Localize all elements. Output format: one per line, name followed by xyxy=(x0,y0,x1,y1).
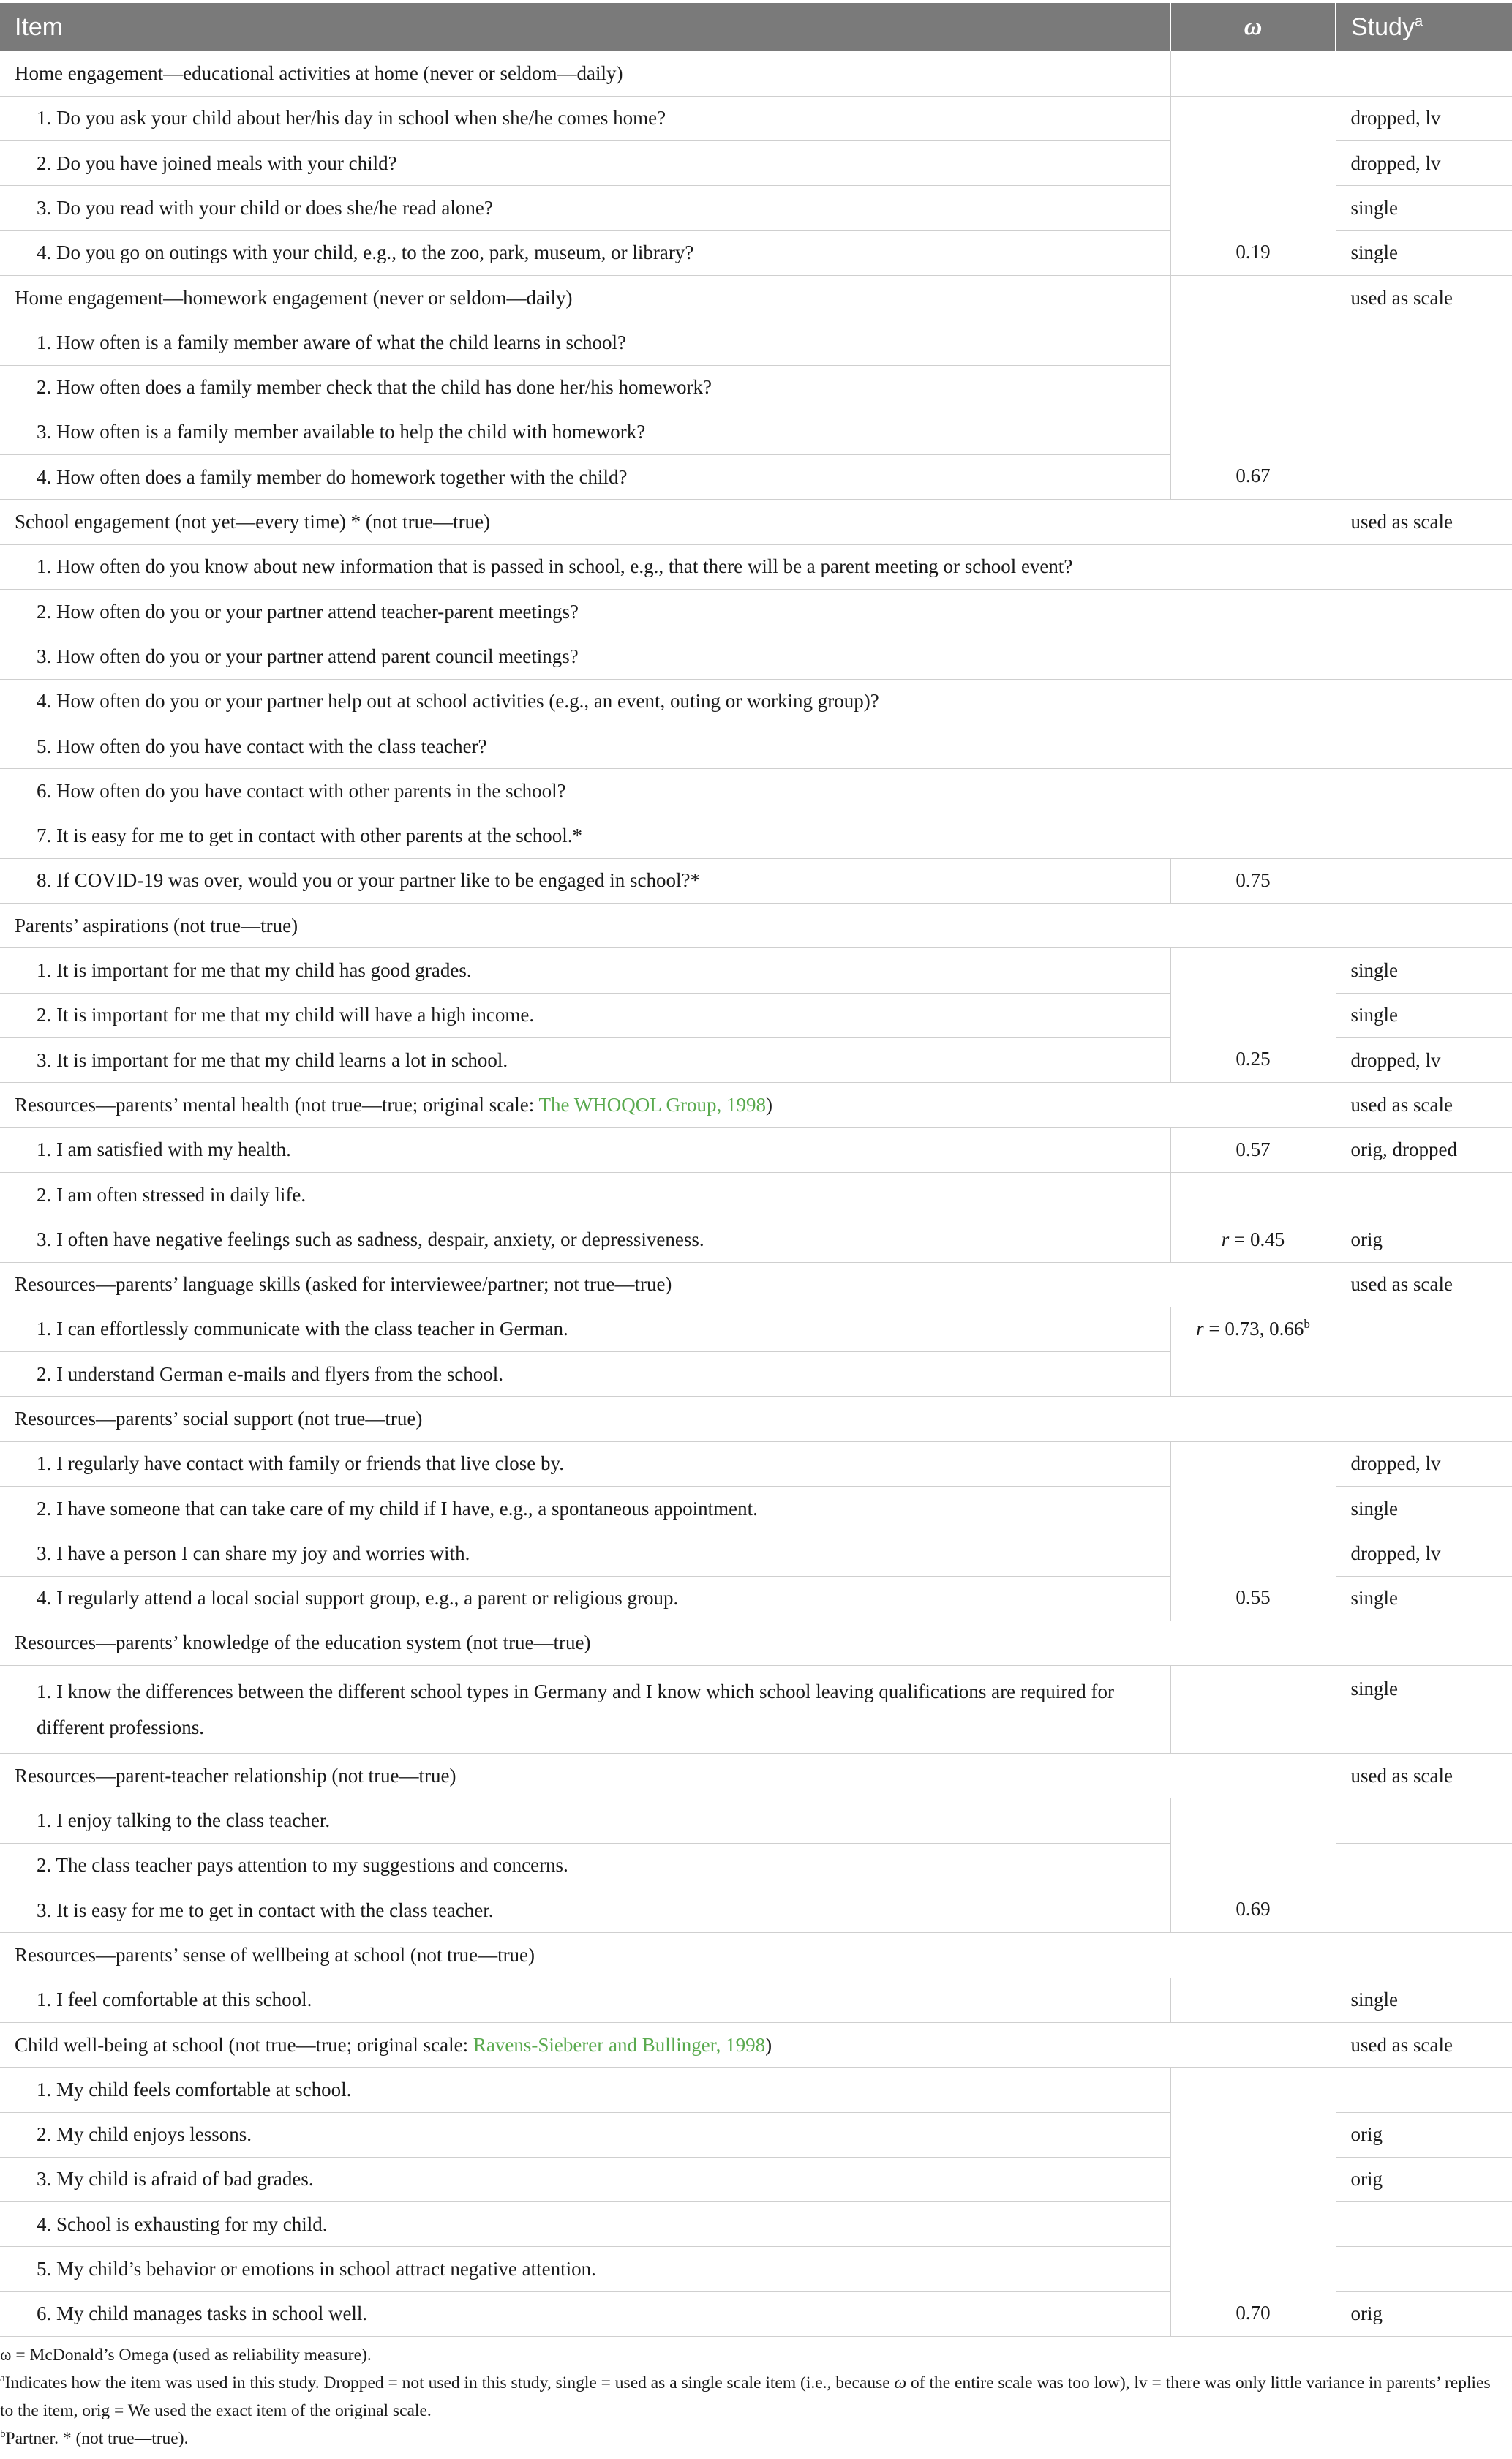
table-row xyxy=(0,590,1512,634)
study-value: used as scale xyxy=(1336,1262,1512,1307)
item-text: 3. Do you read with your child or does she/he read alone? xyxy=(0,186,1170,230)
table-row xyxy=(0,96,1512,140)
study-value: used as scale xyxy=(1336,1083,1512,1127)
item-text: 3. My child is afraid of bad grades. xyxy=(0,2157,1170,2201)
study-value: orig xyxy=(1336,2112,1512,2157)
section-title: Child well-being at school (not true—true; original scale: Ravens-Sieberer and Bullinger, 1998) xyxy=(0,2022,1336,2067)
item-text: 1. Do you ask your child about her/his day in school when she/he comes home? xyxy=(0,96,1170,140)
table-row xyxy=(0,769,1512,814)
study-value: single xyxy=(1336,1978,1512,2022)
section-row xyxy=(0,904,1512,948)
item-text: 4. I regularly attend a local social support group, e.g., a parent or religious group. xyxy=(0,1576,1170,1621)
omega-value: 0.25 xyxy=(1170,948,1336,1083)
item-text: 3. It is easy for me to get in contact with the class teacher. xyxy=(0,1888,1170,1933)
item-text: 1. I am satisfied with my health. xyxy=(0,1127,1170,1172)
item-text: 3. It is important for me that my child learns a lot in school. xyxy=(0,1038,1170,1083)
item-text: 1. How often is a family member aware of what the child learns in school? xyxy=(0,320,1170,365)
item-text: 6. How often do you have contact with other parents in the school? xyxy=(0,769,1336,814)
section-title: Resources—parents’ sense of wellbeing at school (not true—true) xyxy=(0,1933,1336,1978)
section-row xyxy=(0,1754,1512,1798)
table-notes xyxy=(0,2341,1507,2452)
study-value: orig xyxy=(1336,2157,1512,2201)
items-table xyxy=(0,3,1512,2337)
study-value: single xyxy=(1336,1666,1512,1754)
table-row xyxy=(0,1666,1512,1754)
table-row xyxy=(0,1798,1512,1843)
study-value: dropped, lv xyxy=(1336,1038,1512,1083)
item-text: 3. I have a person I can share my joy and worries with. xyxy=(0,1531,1170,1576)
study-value: orig xyxy=(1336,2291,1512,2336)
section-row xyxy=(0,275,1512,320)
item-text: 1. It is important for me that my child has good grades. xyxy=(0,948,1170,993)
note-a: $^a$Indicates how the item was used in this study. Dropped = not used in this study, single = used as a single scale item (i.e., because ω of the entire scale was too low), lv = there was only little variance in parents’ replies to the item, orig = We used the exact item of the original scale. xyxy=(0,2373,1491,2420)
section-title: Home engagement—educational activities at home (never or seldom—daily) xyxy=(0,51,1170,96)
item-text: 3. How often is a family member available to help the child with homework? xyxy=(0,410,1170,454)
omega-value: 0.19 xyxy=(1170,96,1336,275)
table-row xyxy=(0,1127,1512,1172)
section-title: Resources—parents’ knowledge of the education system (not true—true) xyxy=(0,1621,1336,1665)
item-text: 2. How often do you or your partner attend teacher-parent meetings? xyxy=(0,590,1336,634)
section-title: Home engagement—homework engagement (never or seldom—daily) xyxy=(0,275,1170,320)
citation-link[interactable]: The WHOQOL Group, 1998 xyxy=(538,1093,766,1116)
study-value: used as scale xyxy=(1336,500,1512,544)
item-text: 2. How often does a family member check that the child has done her/his homework? xyxy=(0,365,1170,410)
omega-value: 0.69 xyxy=(1170,1798,1336,1933)
section-row xyxy=(0,1397,1512,1441)
header-study: Study$^a$ xyxy=(1336,3,1512,51)
section-title: Resources—parents’ language skills (asked for interviewee/partner; not true—true) xyxy=(0,1262,1336,1307)
study-value: dropped, lv xyxy=(1336,96,1512,140)
section-row xyxy=(0,1262,1512,1307)
item-text: 2. I am often stressed in daily life. xyxy=(0,1172,1170,1217)
table-row xyxy=(0,724,1512,768)
omega-value: 0.55 xyxy=(1170,1441,1336,1621)
citation-link[interactable]: Ravens-Sieberer and Bullinger, 1998 xyxy=(473,2033,766,2056)
item-text: 2. It is important for me that my child will have a high income. xyxy=(0,993,1170,1037)
omega-value: 0.57 xyxy=(1170,1127,1336,1172)
section-row xyxy=(0,1621,1512,1665)
table-row xyxy=(0,2068,1512,2112)
item-text: 5. How often do you have contact with the class teacher? xyxy=(0,724,1336,768)
omega-value: 0.70 xyxy=(1170,2068,1336,2337)
study-value: single xyxy=(1336,1576,1512,1621)
item-text: 1. My child feels comfortable at school. xyxy=(0,2068,1170,2112)
item-text: 3. I often have negative feelings such as sadness, despair, anxiety, or depressiveness. xyxy=(0,1217,1170,1262)
item-text: 2. I have someone that can take care of my child if I have, e.g., a spontaneous appointment. xyxy=(0,1487,1170,1531)
table-row xyxy=(0,1441,1512,1486)
section-title: Resources—parent-teacher relationship (not true—true) xyxy=(0,1754,1336,1798)
section-title: Resources—parents’ mental health (not true—true; original scale: The WHOQOL Group, 1998) xyxy=(0,1083,1336,1127)
omega-value: r = 0.73, 0.66$^b$ xyxy=(1170,1307,1336,1397)
table-row xyxy=(0,1978,1512,2022)
section-row xyxy=(0,1083,1512,1127)
item-text: 4. How often does a family member do homework together with the child? xyxy=(0,455,1170,500)
header-item: Item xyxy=(0,3,1170,51)
item-text: 7. It is easy for me to get in contact with other parents at the school.* xyxy=(0,814,1336,858)
section-row xyxy=(0,51,1512,96)
item-text: 5. My child’s behavior or emotions in school attract negative attention. xyxy=(0,2247,1170,2291)
study-value: single xyxy=(1336,1487,1512,1531)
study-value: single xyxy=(1336,186,1512,230)
header-omega: ω xyxy=(1170,3,1336,51)
item-text: 2. Do you have joined meals with your child? xyxy=(0,141,1170,186)
study-value: dropped, lv xyxy=(1336,141,1512,186)
item-text: 1. How often do you know about new information that is passed in school, e.g., that there will be a parent meeting or school event? xyxy=(0,544,1336,589)
study-value: dropped, lv xyxy=(1336,1441,1512,1486)
study-value: used as scale xyxy=(1336,2022,1512,2067)
item-text: 1. I feel comfortable at this school. xyxy=(0,1978,1170,2022)
section-row xyxy=(0,2022,1512,2067)
item-text: 1. I can effortlessly communicate with the class teacher in German. xyxy=(0,1307,1170,1351)
section-row xyxy=(0,500,1512,544)
study-value: orig, dropped xyxy=(1336,1127,1512,1172)
item-text: 3. How often do you or your partner attend parent council meetings? xyxy=(0,634,1336,679)
item-text: 4. How often do you or your partner help out at school activities (e.g., an event, outing or working group)? xyxy=(0,679,1336,724)
item-text: 2. My child enjoys lessons. xyxy=(0,2112,1170,2157)
item-text: 1. I regularly have contact with family or friends that live close by. xyxy=(0,1441,1170,1486)
study-value: used as scale xyxy=(1336,1754,1512,1798)
section-title: Resources—parents’ social support (not true—true) xyxy=(0,1397,1336,1441)
study-value: single xyxy=(1336,948,1512,993)
section-title: Parents’ aspirations (not true—true) xyxy=(0,904,1336,948)
study-value: single xyxy=(1336,230,1512,275)
omega-value: 0.75 xyxy=(1170,858,1336,903)
note-b: $^b$Partner. * (not true—true). xyxy=(0,2428,189,2448)
item-text: 1. I enjoy talking to the class teacher. xyxy=(0,1798,1170,1843)
study-value: single xyxy=(1336,993,1512,1037)
table-header xyxy=(0,3,1512,51)
item-text: 1. I know the differences between the different school types in Germany and I know which school leaving qualifications are required for different professions. xyxy=(0,1666,1170,1754)
section-row xyxy=(0,1933,1512,1978)
note-omega: ω = McDonald’s Omega (used as reliability measure). xyxy=(0,2346,372,2365)
table-row xyxy=(0,679,1512,724)
study-value: used as scale xyxy=(1336,275,1512,320)
table-row xyxy=(0,1172,1512,1217)
omega-value: r = 0.45 xyxy=(1170,1217,1336,1262)
table-row xyxy=(0,1307,1512,1351)
section-title: School engagement (not yet—every time) * (not true—true) xyxy=(0,500,1336,544)
table-row xyxy=(0,1217,1512,1262)
study-value: dropped, lv xyxy=(1336,1531,1512,1576)
item-text: 4. Do you go on outings with your child, e.g., to the zoo, park, museum, or library? xyxy=(0,230,1170,275)
item-text: 4. School is exhausting for my child. xyxy=(0,2202,1170,2247)
item-text: 2. I understand German e-mails and flyers from the school. xyxy=(0,1352,1170,1397)
table-row xyxy=(0,634,1512,679)
study-value: orig xyxy=(1336,1217,1512,1262)
omega-value: 0.67 xyxy=(1170,275,1336,499)
table-row xyxy=(0,814,1512,858)
item-text: 8. If COVID-19 was over, would you or your partner like to be engaged in school?* xyxy=(0,858,1170,903)
table-row xyxy=(0,544,1512,589)
item-text: 2. The class teacher pays attention to my suggestions and concerns. xyxy=(0,1843,1170,1888)
table-row xyxy=(0,858,1512,903)
item-text: 6. My child manages tasks in school well. xyxy=(0,2291,1170,2336)
table-row xyxy=(0,948,1512,993)
